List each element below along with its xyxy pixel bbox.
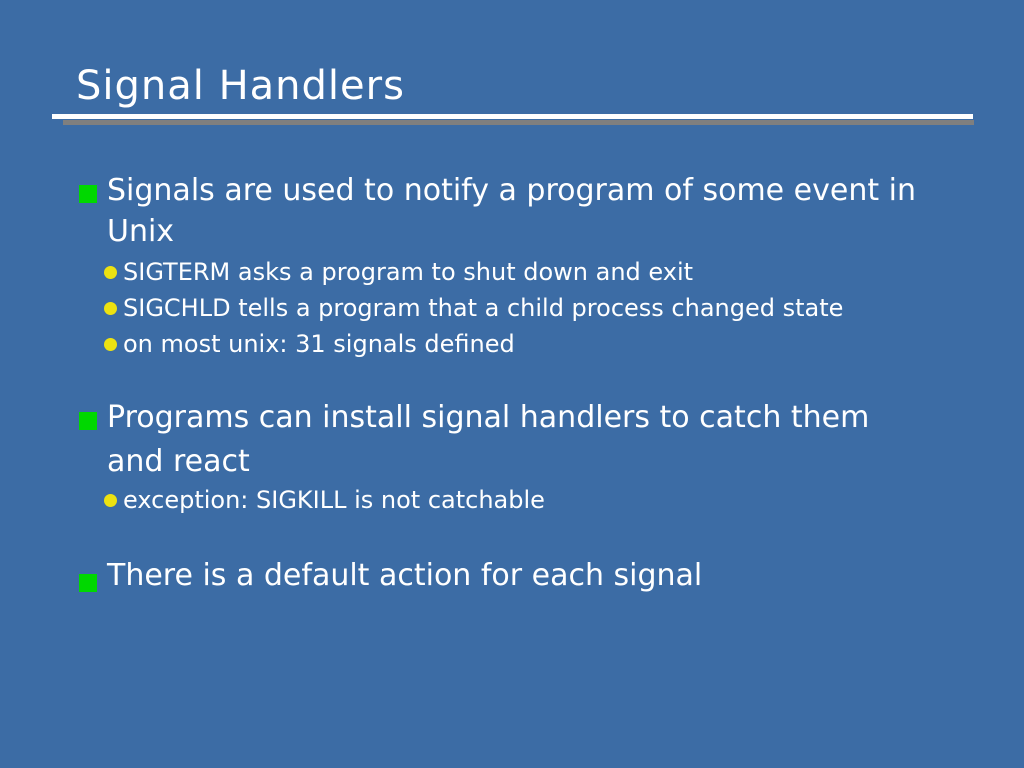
bullet-square-icon <box>79 574 97 592</box>
bullet-dot-icon <box>104 494 117 507</box>
sub-bullet-text-line: SIGCHLD tells a program that a child process changed state <box>123 294 844 322</box>
title-underline-shadow <box>63 120 974 125</box>
bullet-text-line: Signals are used to notify a program of some event in <box>107 173 916 208</box>
sub-bullet-text-line: SIGTERM asks a program to shut down and exit <box>123 258 694 286</box>
bullet-text-line: Unix <box>107 214 175 249</box>
sub-bullet-text-line: on most unix: 31 signals defined <box>123 330 515 358</box>
sub-bullet-text-line: exception: SIGKILL is not catchable <box>123 486 545 514</box>
bullet-square-icon <box>79 185 97 203</box>
title-underline <box>52 114 973 119</box>
bullet-text-line: Programs can install signal handlers to catch them <box>107 400 870 435</box>
bullet-dot-icon <box>104 338 117 351</box>
bullet-text-line: and react <box>107 444 250 479</box>
bullet-dot-icon <box>104 302 117 315</box>
bullet-dot-icon <box>104 266 117 279</box>
bullet-square-icon <box>79 412 97 430</box>
bullet-text-line: There is a default action for each signal <box>107 558 703 593</box>
slide-title: Signal Handlers <box>76 63 405 109</box>
